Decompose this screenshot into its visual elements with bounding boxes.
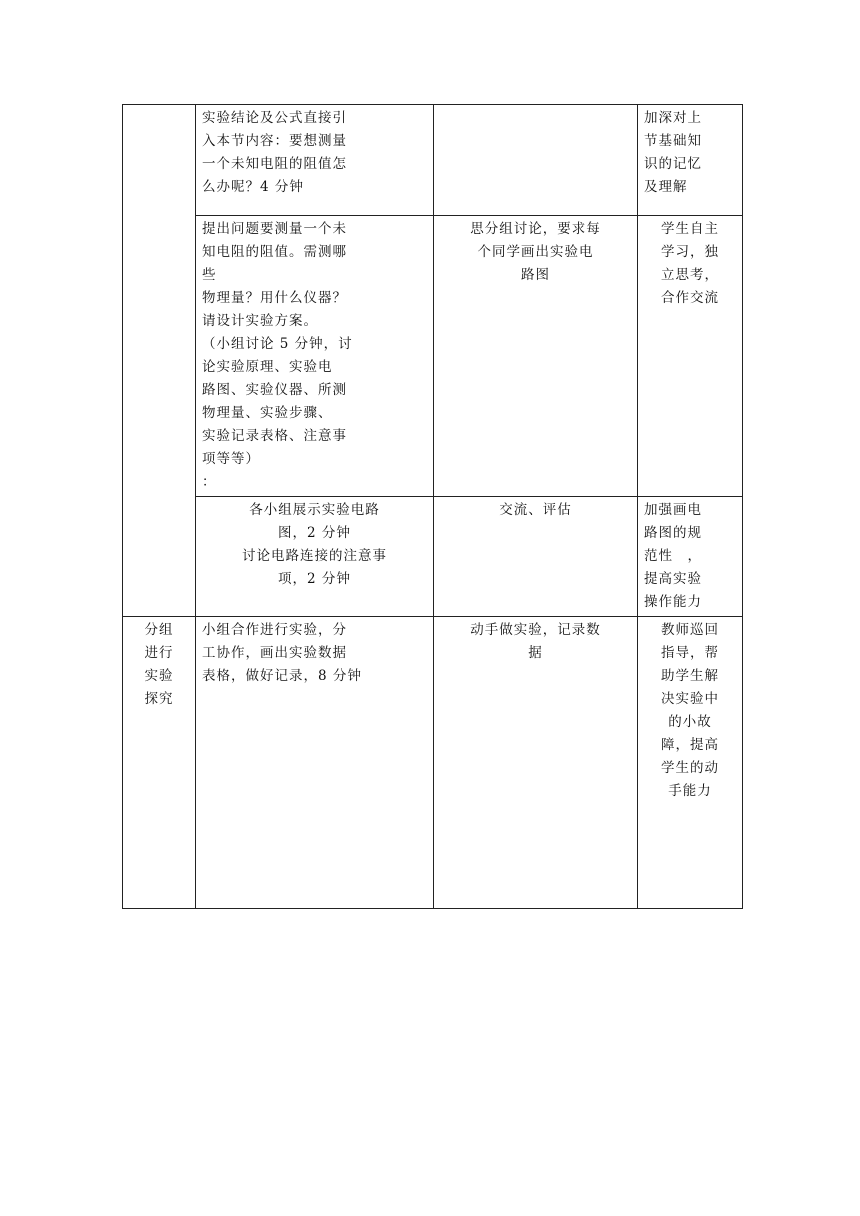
stage-cell <box>123 105 196 617</box>
lesson-plan-table <box>122 104 743 909</box>
teacher-activity-text: 各小组展示实验电路 图，2 分钟 讨论电路连接的注意事 项，2 分钟 <box>242 502 387 587</box>
table-row <box>123 617 743 909</box>
table-row <box>123 216 743 497</box>
teacher-activity-cell <box>196 617 434 909</box>
table-row <box>123 497 743 617</box>
design-intent-cell <box>638 497 743 617</box>
student-activity-cell <box>434 617 638 909</box>
teacher-activity-text: 提出问题要测量一个未 知电阻的阻值。需测哪 些 物理量？用什么仪器？ 请设计实验方案。 （小组讨论 5 分钟，讨 论实验原理、实验电 路图、实验仪器、所测 物理量、实验步骤、 实验记录表格、注意事 项等等） ： <box>202 221 353 490</box>
design-intent-text: 加深对上 节基础知 识的记忆 及理解 <box>644 110 702 195</box>
student-activity-cell <box>434 216 638 497</box>
design-intent-cell <box>638 216 743 497</box>
student-activity-text: 思分组讨论，要求每 个同学画出实验电 路图 <box>470 221 601 283</box>
design-intent-text: 加强画电 路图的规 范性 ， 提高实验 操作能力 <box>644 502 702 610</box>
stage-text: 分组 进行 实验 探究 <box>144 622 174 707</box>
design-intent-cell <box>638 105 743 216</box>
design-intent-cell <box>638 617 743 909</box>
student-activity-cell <box>434 105 638 216</box>
design-intent-text: 教师巡回 指导，帮 助学生解 决实验中 的小故 障，提高 学生的动 手能力 <box>661 622 719 799</box>
teacher-activity-cell <box>196 216 434 497</box>
design-intent-text: 学生自主 学习，独 立思考， 合作交流 <box>661 221 719 306</box>
teacher-activity-cell <box>196 105 434 216</box>
student-activity-text: 交流、评估 <box>499 502 572 518</box>
stage-cell <box>123 617 196 909</box>
teacher-activity-text: 小组合作进行实验，分 工协作，画出实验数据 表格，做好记录，8 分钟 <box>202 622 362 684</box>
teacher-activity-cell <box>196 497 434 617</box>
teacher-activity-text: 实验结论及公式直接引 入本节内容：要想测量 一个未知电阻的阻值怎 么办呢？4 分钟 <box>202 110 347 195</box>
student-activity-text: 动手做实验，记录数 据 <box>470 622 601 661</box>
student-activity-cell <box>434 497 638 617</box>
table-row <box>123 105 743 216</box>
